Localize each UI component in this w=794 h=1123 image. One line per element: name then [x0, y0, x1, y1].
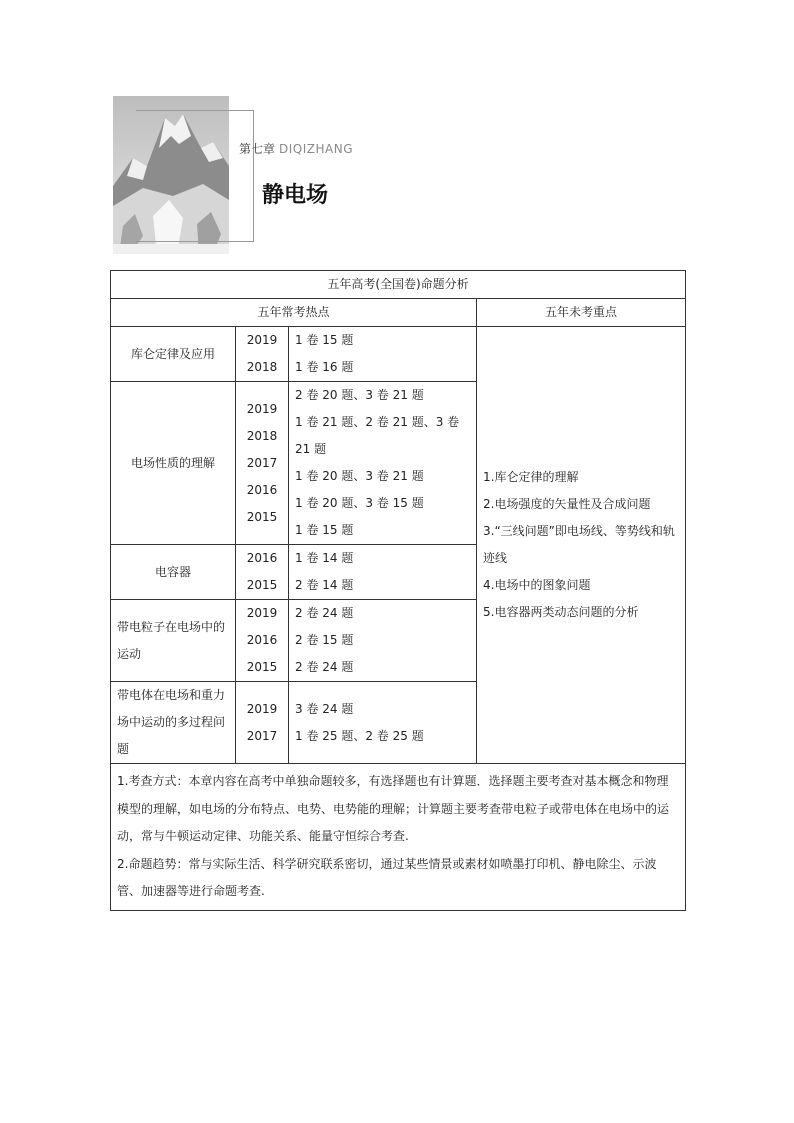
year: 2019 [246, 333, 278, 347]
years-cell [236, 545, 289, 600]
year: 2015 [246, 509, 278, 524]
items-cell [289, 600, 477, 682]
table-title-row [111, 271, 686, 299]
topic-cell: 电容器 [111, 545, 236, 600]
years-cell [236, 600, 289, 682]
exam-item: 1 卷 14 题 [295, 551, 354, 565]
col-hot-header: 五年常考热点 [111, 299, 477, 327]
year: 2016 [246, 633, 278, 647]
focus-point: 5.电容器两类动态问题的分析 [483, 605, 639, 619]
exam-item: 2 卷 24 题 [295, 660, 354, 674]
year: 2018 [246, 428, 278, 443]
exam-item: 2 卷 14 题 [295, 578, 354, 592]
topic-cell: 带电体在电场和重力场中运动的多过程问题 [111, 682, 236, 764]
exam-item: 1 卷 25 题、2 卷 25 题 [295, 728, 424, 743]
topic-cell: 库仑定律及应用 [111, 327, 236, 382]
year: 2015 [246, 578, 278, 592]
topic-cell: 电场性质的理解 [111, 382, 236, 545]
exam-item: 1 卷 16 题 [295, 360, 354, 374]
exam-item: 3 卷 24 题 [295, 701, 354, 716]
items-cell [289, 327, 477, 382]
exam-item: 2 卷 15 题 [295, 633, 354, 647]
focus-point: 3.“三线问题”即电场线、等势线和轨迹线 [483, 524, 675, 565]
exam-item: 1 卷 20 题、3 卷 15 题 [295, 496, 424, 510]
items-cell [289, 382, 477, 545]
year: 2019 [246, 401, 278, 416]
year: 2019 [246, 701, 278, 716]
cover-frame [136, 110, 254, 242]
focus-point: 1.库仑定律的理解 [483, 470, 579, 484]
col-focus-header: 五年未考重点 [477, 299, 686, 327]
years-cell [236, 682, 289, 764]
exam-item: 1 卷 15 题 [295, 333, 354, 347]
chapter-title: 静电场 [262, 183, 329, 208]
chapter-pinyin: DIQIZHANG [279, 142, 354, 156]
table-title: 五年高考(全国卷)命题分析 [111, 271, 686, 299]
focus-point: 4.电场中的图象问题 [483, 578, 591, 592]
focus-point: 2.电场强度的矢量性及合成问题 [483, 497, 651, 511]
chapter-number: 第七章 [239, 142, 276, 156]
exam-analysis-table [110, 270, 686, 911]
focus-points-cell [477, 327, 686, 764]
table-header-row [111, 299, 686, 327]
chapter-label [239, 140, 353, 157]
year: 2018 [246, 360, 278, 374]
year: 2015 [246, 660, 278, 674]
items-cell [289, 545, 477, 600]
year: 2017 [246, 455, 278, 470]
years-cell [236, 327, 289, 382]
exam-item: 2 卷 20 题、3 卷 21 题 [295, 388, 424, 402]
year: 2019 [246, 606, 278, 620]
years-cell [236, 382, 289, 545]
exam-item: 1 卷 20 题、3 卷 21 题 [295, 469, 424, 483]
exam-item: 2 卷 24 题 [295, 606, 354, 620]
notes-cell [111, 764, 686, 911]
year: 2016 [246, 551, 278, 565]
year: 2017 [246, 728, 278, 743]
table-row [111, 327, 686, 382]
notes-row [111, 764, 686, 911]
note-paragraph: 1.考查方式：本章内容在高考中单独命题较多，有选择题也有计算题．选择题主要考查对基本概念和物理模型的理解，如电场的分布特点、电势、电势能的理解；计算题主要考查带电粒子或带电体在电场中的运动，常与牛顿运动定律、功能关系、能量守恒综合考查. [117, 774, 670, 843]
year: 2016 [246, 482, 278, 497]
exam-item: 1 卷 15 题 [295, 523, 354, 537]
exam-item: 1 卷 21 题、2 卷 21 题、3 卷 21 题 [295, 415, 460, 456]
note-paragraph: 2.命题趋势：常与实际生活、科学研究联系密切，通过某些情景或素材如喷墨打印机、静电除尘、示波管、加速器等进行命题考查. [117, 856, 657, 898]
items-cell [289, 682, 477, 764]
topic-cell: 带电粒子在电场中的运动 [111, 600, 236, 682]
